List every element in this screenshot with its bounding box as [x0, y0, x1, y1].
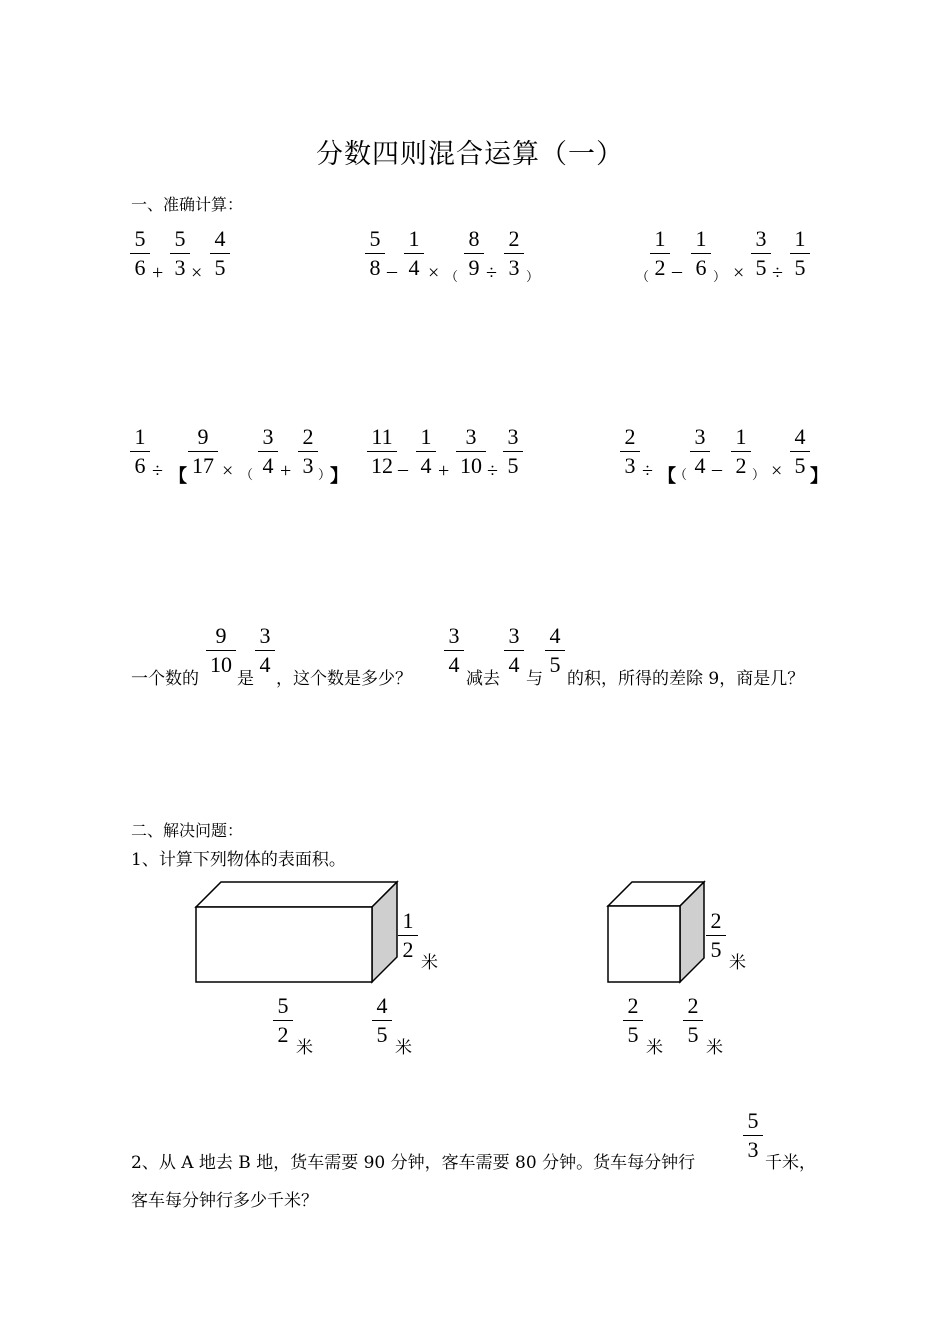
operator: – [672, 260, 682, 282]
operator: – [398, 458, 408, 480]
paren-right: ） [526, 270, 540, 285]
fraction: 2 3 [620, 426, 640, 479]
fraction: 1 2 [731, 426, 751, 479]
fraction: 1 4 [416, 426, 436, 479]
fraction: 2 5 [683, 995, 703, 1048]
paren-left: （ [445, 270, 459, 285]
section-heading-problems: 二、解决问题： [131, 821, 244, 840]
operator: × [733, 262, 745, 284]
operator: ÷ [487, 460, 498, 482]
operator: ÷ [152, 460, 163, 482]
fraction: 5 3 [743, 1110, 763, 1163]
paren-left: （ [636, 270, 650, 285]
unit-label: 米 [646, 1038, 663, 1058]
operator: + [438, 460, 450, 482]
text: 减去 [466, 669, 500, 689]
unit-label: 米 [296, 1038, 313, 1058]
fraction: 8 9 [464, 228, 484, 281]
fraction: 5 3 [170, 228, 190, 281]
paren-right: ） [713, 270, 727, 285]
fraction: 3 4 [690, 426, 710, 479]
question-1: 1、计算下列物体的表面积。 [131, 850, 346, 870]
fraction: 3 10 [456, 426, 486, 479]
fraction: 1 6 [130, 426, 150, 479]
fraction: 2 5 [623, 995, 643, 1048]
fraction: 1 6 [691, 228, 711, 281]
question-2-line-1: 2、从 A 地去 B 地，货车需要 90 分钟，客车需要 80 分钟。货车每分钟行 [131, 1153, 696, 1173]
bracket-left: 【 [169, 466, 187, 487]
fraction: 1 4 [404, 228, 424, 281]
fraction: 4 5 [545, 625, 565, 678]
fraction: 5 2 [273, 995, 293, 1048]
fraction: 9 17 [188, 426, 218, 479]
text: 是 [237, 669, 254, 689]
text: 一个数的 [131, 669, 199, 689]
page-title: 分数四则混合运算（一） [316, 139, 624, 170]
unit-label: 米 [706, 1038, 723, 1058]
operator: ÷ [772, 262, 783, 284]
question-2-tail: 千米， [765, 1153, 816, 1173]
text: ，这个数是多少？ [276, 669, 412, 689]
unit-label: 米 [395, 1038, 412, 1058]
operator: + [152, 262, 164, 284]
bracket-right: 】 [810, 466, 828, 487]
fraction: 4 5 [210, 228, 230, 281]
bracket-right: 】 [330, 466, 348, 487]
cuboid-shape [196, 882, 397, 982]
fraction: 4 5 [790, 426, 810, 479]
fraction: 5 6 [130, 228, 150, 281]
text: 的积，所得的差除 9，商是几？ [567, 669, 805, 689]
fraction: 3 4 [258, 426, 278, 479]
fraction: 3 4 [444, 625, 464, 678]
fraction: 3 4 [255, 625, 275, 678]
text: 与 [526, 669, 543, 689]
fraction: 3 5 [751, 228, 771, 281]
operator: + [280, 460, 292, 482]
fraction: 1 2 [398, 910, 418, 963]
operator: × [771, 460, 783, 482]
fraction: 5 8 [365, 228, 385, 281]
fraction: 3 4 [504, 625, 524, 678]
fraction: 3 5 [503, 426, 523, 479]
paren-left: （ [240, 468, 254, 483]
operator: × [428, 262, 440, 284]
paren-left: （ [674, 468, 688, 483]
unit-label: 米 [729, 953, 746, 973]
operator: × [222, 460, 234, 482]
fraction: 9 10 [206, 625, 236, 678]
operator: × [191, 262, 203, 284]
paren-right: ） [752, 468, 766, 483]
cube-shape [608, 882, 704, 982]
fraction: 11 12 [367, 426, 397, 479]
operator: ÷ [642, 460, 653, 482]
fraction: 2 5 [706, 910, 726, 963]
question-2-line-2: 客车每分钟行多少千米？ [131, 1191, 318, 1211]
bracket-left: 【 [658, 466, 676, 487]
fraction: 2 3 [298, 426, 318, 479]
paren-right: ） [318, 468, 332, 483]
operator: – [387, 260, 397, 282]
section-heading-calc: 一、准确计算： [131, 195, 244, 214]
operator: ÷ [486, 262, 497, 284]
fraction: 1 5 [790, 228, 810, 281]
unit-label: 米 [421, 953, 438, 973]
fraction: 1 2 [650, 228, 670, 281]
fraction: 4 5 [372, 995, 392, 1048]
fraction: 2 3 [504, 228, 524, 281]
operator: – [712, 458, 722, 480]
